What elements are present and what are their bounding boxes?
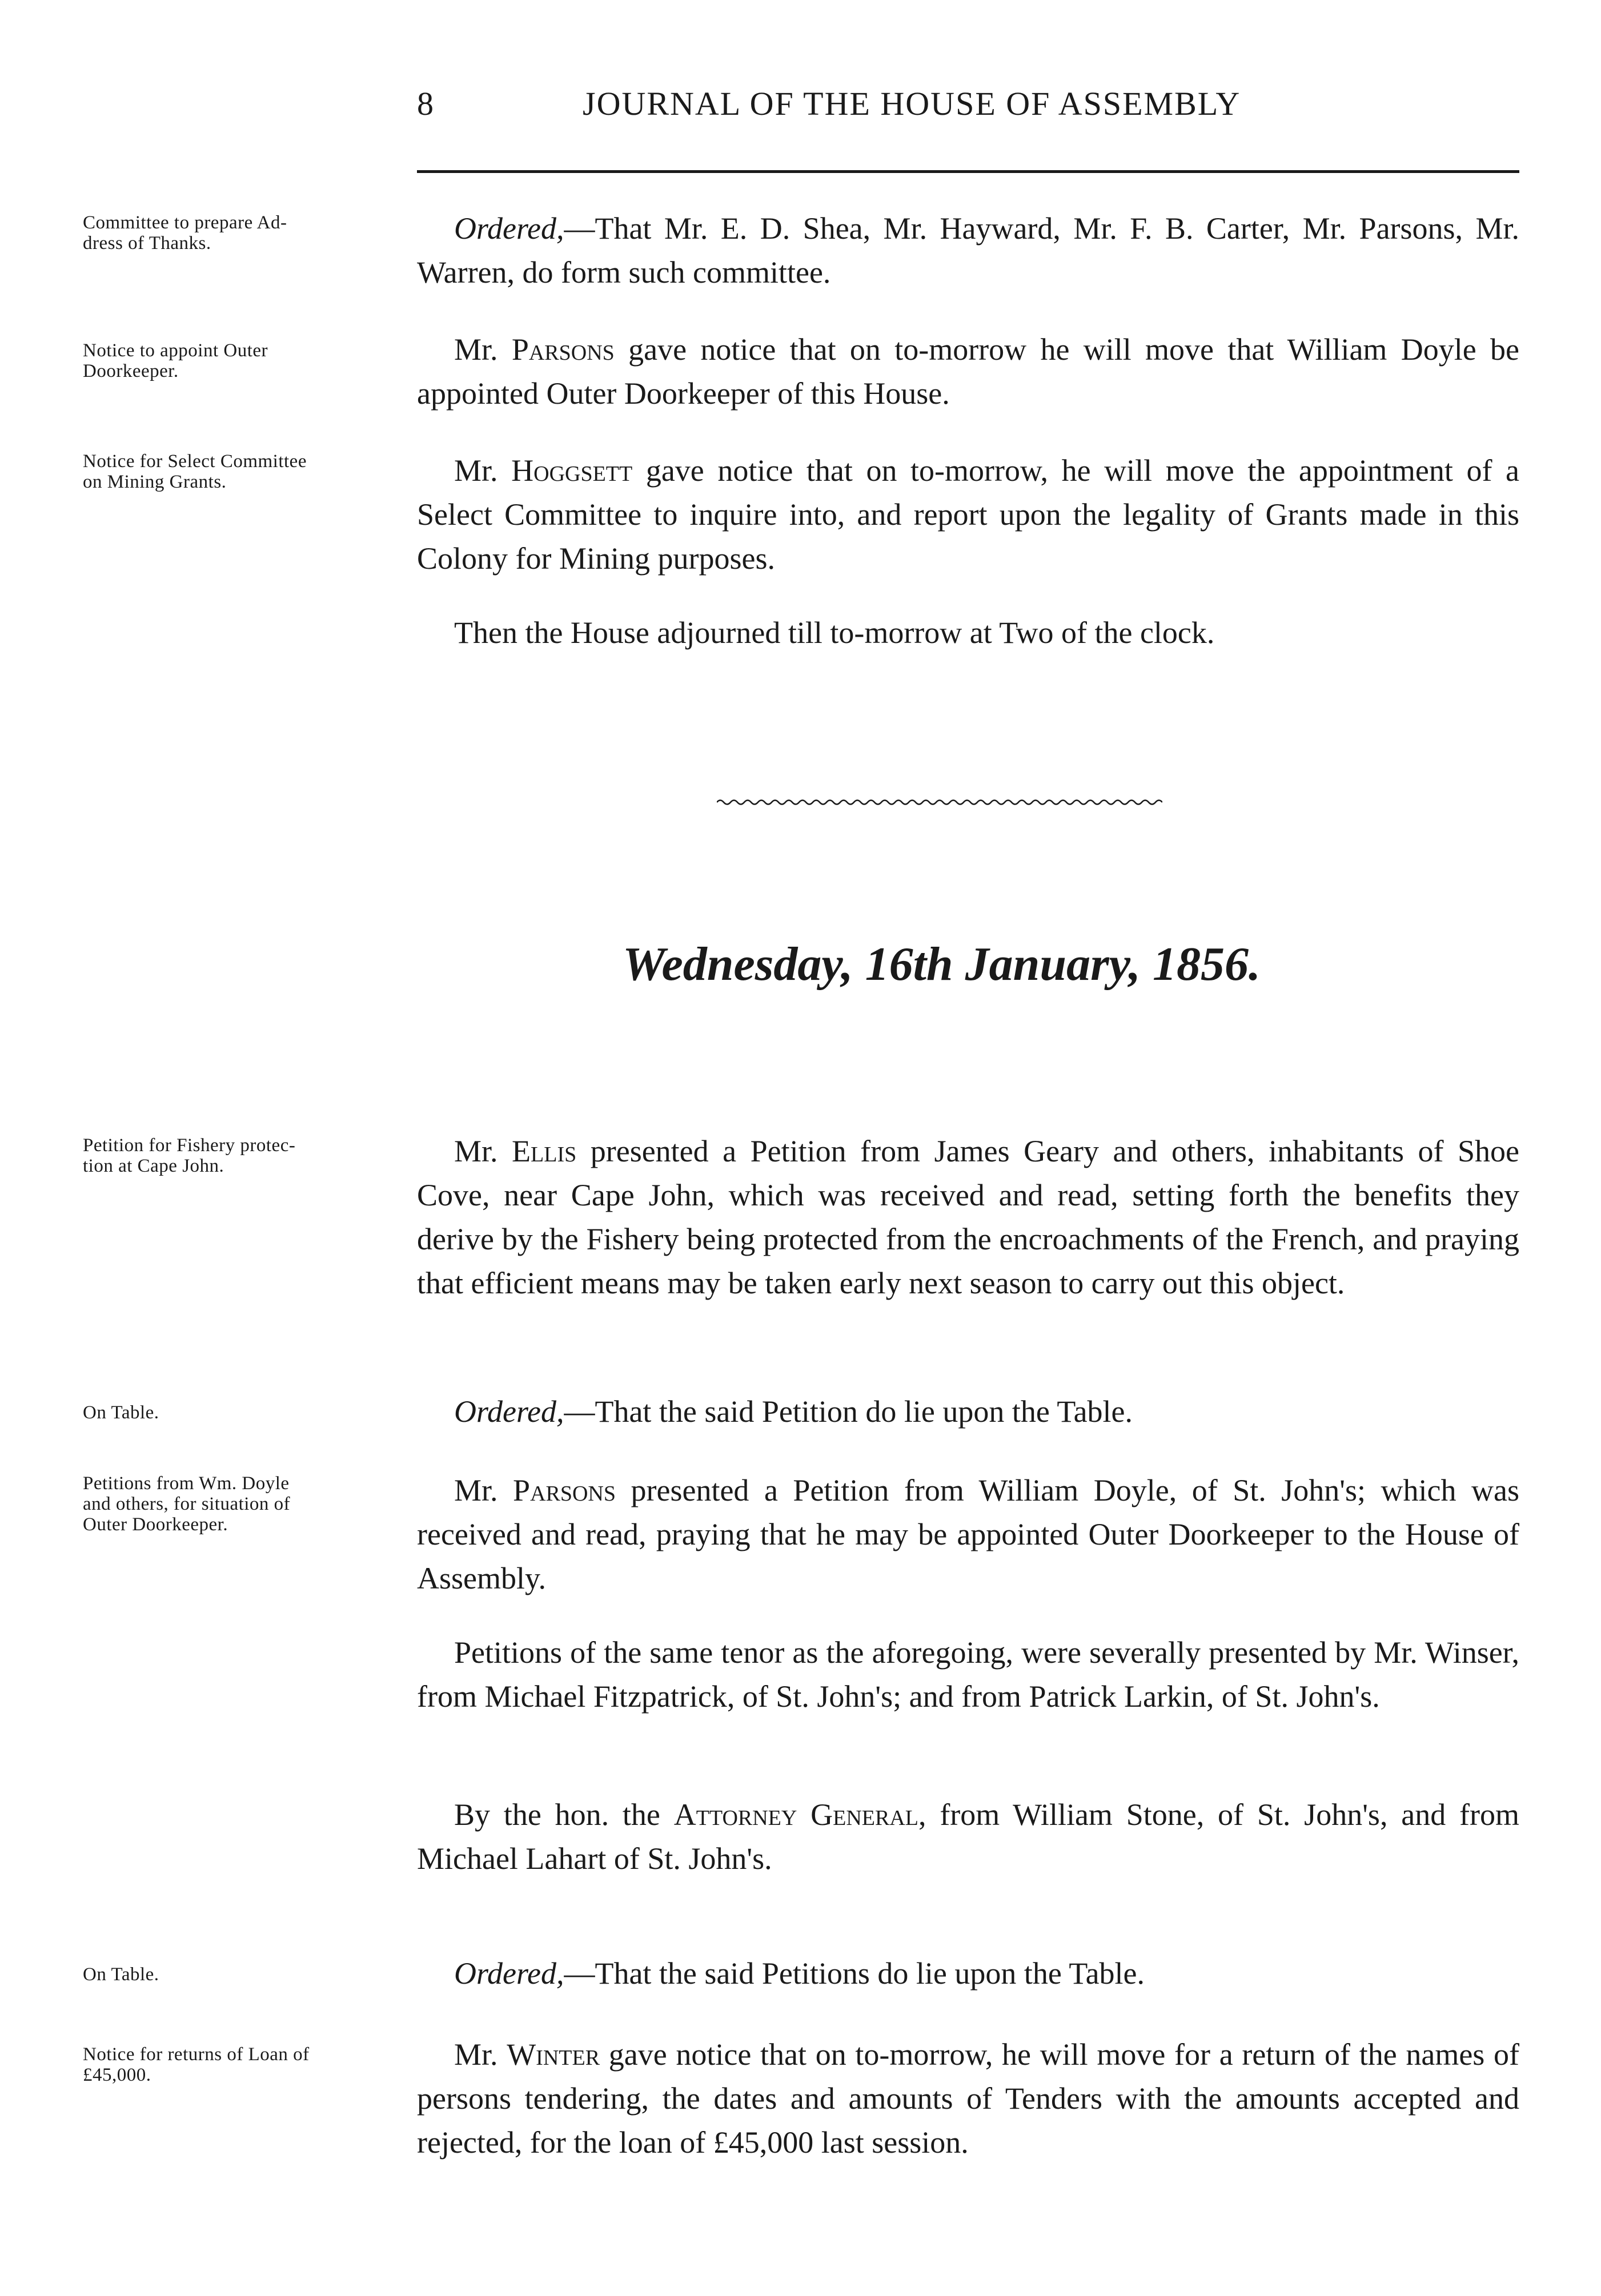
paragraph-hoggsett-notice <box>417 449 1519 581</box>
paragraph-ordered-committee <box>417 207 1519 295</box>
paragraph-ordered-petitions-table <box>417 1952 1519 1996</box>
paragraph-ordered-table <box>417 1390 1519 1434</box>
margin-note-notice-returns-loan: Notice for returns of Loan of £45,000. <box>83 2044 310 2085</box>
member-name: Parsons <box>511 332 615 367</box>
paragraph-text: gave notice that on to-morrow, he will move for a return of the names of persons tendering, the dates and amounts of Tenders with the amounts accepted and rejected, for the loan of £45,000 last session. <box>417 2037 1519 2160</box>
paragraph-text: gave notice that on to-morrow he will move that William Doyle be appointed Outer Doorkeeper of this House. <box>417 332 1519 411</box>
section-divider <box>717 798 1162 806</box>
paragraph-parsons-notice <box>417 328 1519 416</box>
title-mr: Mr. <box>454 1473 513 1507</box>
margin-note-committee-address: Committee to prepare Ad- dress of Thanks. <box>83 212 287 254</box>
title-mr: Mr. <box>454 332 512 367</box>
paragraph-winter-notice <box>417 2033 1519 2165</box>
margin-note-on-table-1: On Table. <box>83 1402 159 1423</box>
member-name: Winter <box>507 2037 600 2072</box>
title-mr: Mr. <box>454 453 512 488</box>
page-number: 8 <box>417 85 435 122</box>
paragraph-text: presented a Petition from James Geary and others, inhabitants of Shoe Cove, near Cape John, which was received and read, setting forth the benefits they derive by the Fishery being protected from the encroachments of the French, and praying that efficient means may be taken early next season to carry out this object. <box>417 1134 1519 1300</box>
paragraph-text: —That Mr. E. D. Shea, Mr. Hayward, Mr. F. B. Carter, Mr. Parsons, Mr. Warren, do form such committee. <box>417 211 1519 289</box>
paragraph-text: Then the House adjourned till to-morrow at Two of the clock. <box>454 616 1215 650</box>
member-name: Ellis <box>512 1134 577 1168</box>
paragraph-text: gave notice that on to-morrow, he will move the appointment of a Select Committee to inquire into, and report upon the legality of Grants made in this Colony for Mining purposes. <box>417 453 1519 576</box>
paragraph-adjourned <box>417 611 1519 655</box>
title-mr: Mr. <box>454 1134 512 1168</box>
running-head <box>417 85 1525 130</box>
paragraph-text: , from William Stone, of St. John's, and from Michael Lahart of St. John's. <box>417 1798 1520 1876</box>
paragraph-text: presented a Petition from William Doyle, of St. John's; which was received and read, praying that he may be appointed Outer Doorkeeper to the House of Assembly. <box>417 1473 1519 1595</box>
ordered-label: Ordered, <box>454 211 564 246</box>
margin-note-notice-outer-doorkeeper: Notice to appoint Outer Doorkeeper. <box>83 340 268 381</box>
running-title: JOURNAL OF THE HOUSE OF ASSEMBLY <box>583 85 1241 122</box>
paragraph-text-lead: By the hon. the <box>454 1798 674 1832</box>
paragraph-ellis-petition <box>417 1129 1519 1305</box>
paragraph-text: Petitions of the same tenor as the aforegoing, were severally presented by Mr. Winser, from Michael Fitzpatrick, of St. John's; and from Patrick Larkin, of St. John's. <box>417 1635 1519 1714</box>
ordered-label: Ordered, <box>454 1394 564 1429</box>
member-name: Attorney General <box>673 1798 919 1832</box>
margin-note-notice-select-committee: Notice for Select Committee on Mining Grants. <box>83 451 307 492</box>
margin-note-petition-fishery: Petition for Fishery protec- tion at Cape John. <box>83 1135 296 1176</box>
paragraph-text: —That the said Petitions do lie upon the Table. <box>564 1956 1145 1991</box>
date-heading: Wednesday, 16th January, 1856. <box>623 938 1261 991</box>
margin-note-on-table-2: On Table. <box>83 1964 159 1985</box>
margin-note-petitions-doyle: Petitions from Wm. Doyle and others, for situation of Outer Doorkeeper. <box>83 1473 291 1535</box>
title-mr: Mr. <box>454 2037 507 2072</box>
header-rule <box>417 170 1519 173</box>
ordered-label: Ordered, <box>454 1956 564 1991</box>
paragraph-text: —That the said Petition do lie upon the Table. <box>564 1394 1133 1429</box>
member-name: Hoggsett <box>511 453 633 488</box>
paragraph-attorney-general <box>417 1793 1519 1881</box>
paragraph-parsons-petition <box>417 1469 1519 1601</box>
paragraph-petitions-same-tenor <box>417 1631 1519 1719</box>
member-name: Parsons <box>513 1473 616 1507</box>
